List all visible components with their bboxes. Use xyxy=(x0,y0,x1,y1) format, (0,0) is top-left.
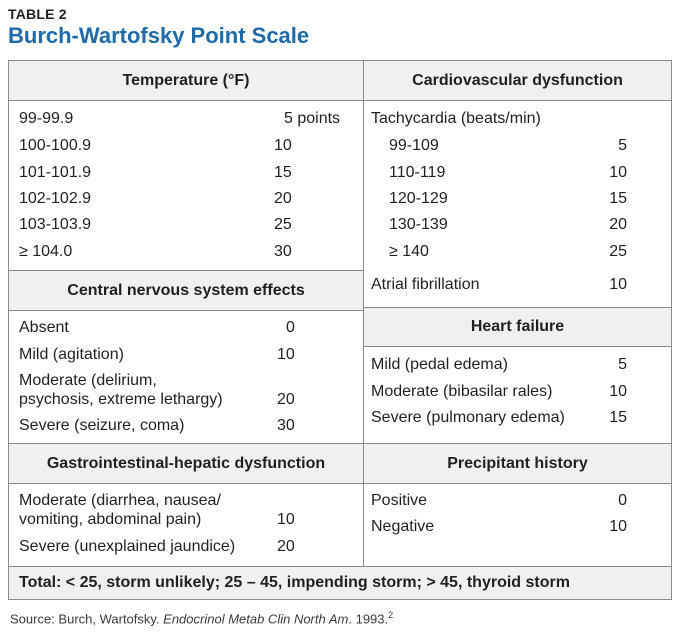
tachycardia-label: Tachycardia (beats/min) xyxy=(371,110,541,127)
cns-row-points: 0 xyxy=(286,319,295,336)
cns-row-points: 30 xyxy=(277,417,295,434)
afib-points: 10 xyxy=(609,276,627,293)
gi-header xyxy=(9,443,363,484)
source-ref: 2 xyxy=(388,610,394,620)
precipitant-row-points: 0 xyxy=(618,492,627,509)
temperature-row-points: 15 xyxy=(274,164,292,181)
source-suffix: . 1993. xyxy=(348,611,389,627)
temperature-row-label: 102-102.9 xyxy=(19,190,92,207)
heart-failure-row-label: Severe (pulmonary edema) xyxy=(371,409,565,426)
source-journal: Endocrinol Metab Clin North Am xyxy=(163,611,349,627)
scale-table xyxy=(8,60,672,600)
heart-failure-header-label: Heart failure xyxy=(470,318,565,335)
cns-row-points: 10 xyxy=(277,346,295,363)
cardio-header-label: Cardiovascular dysfunction xyxy=(412,71,623,89)
tachy-row-label: 110-119 xyxy=(389,164,446,181)
tachy-row-points: 20 xyxy=(609,216,627,233)
cns-row-label: Severe (seizure, coma) xyxy=(19,417,185,434)
table-title: Burch-Wartofsky Point Scale xyxy=(8,23,310,48)
gi-row-points: 20 xyxy=(277,538,295,555)
precipitant-header xyxy=(364,443,671,484)
heart-failure-row-label: Mild (pedal edema) xyxy=(371,356,508,373)
cns-row-label: Mild (agitation) xyxy=(19,346,124,363)
source-prefix: Source: Burch, Wartofsky. xyxy=(10,611,164,627)
cns-row-label-line2: psychosis, extreme lethargy) xyxy=(19,391,223,408)
temperature-header xyxy=(9,61,363,101)
afib-label: Atrial fibrillation xyxy=(371,276,480,293)
tachy-row-points: 5 xyxy=(618,137,627,154)
temperature-row-points: 30 xyxy=(274,243,292,260)
temperature-row-label: 100-100.9 xyxy=(19,137,92,154)
tachy-row-label: 120-129 xyxy=(389,190,448,207)
cns-header-label: Central nervous system effects xyxy=(67,281,305,299)
cardio-header xyxy=(364,61,671,101)
temperature-row-points: 5 points xyxy=(284,110,341,127)
cns-row-label-line1: Moderate (delirium, xyxy=(19,372,157,389)
temperature-row-label: 103-103.9 xyxy=(19,216,92,233)
gi-row-label-line2: vomiting, abdominal pain) xyxy=(19,511,202,528)
precipitant-row-points: 10 xyxy=(609,518,627,535)
gi-row-label-line1: Moderate (diarrhea, nausea/ xyxy=(19,492,221,509)
temperature-row-label: 99-99.9 xyxy=(19,110,74,127)
tachy-row-label: 130-139 xyxy=(389,216,448,233)
heart-failure-row-label: Moderate (bibasilar rales) xyxy=(371,383,553,400)
gi-row-label: Severe (unexplained jaundice) xyxy=(19,538,236,555)
precipitant-row-label: Negative xyxy=(371,518,435,535)
heart-failure-row-points: 5 xyxy=(618,356,627,373)
gi-row-points: 10 xyxy=(277,511,295,528)
precipitant-header-label: Precipitant history xyxy=(447,454,588,472)
cns-row-label: Absent xyxy=(19,319,69,336)
heart-failure-row-points: 10 xyxy=(609,383,627,400)
total-row xyxy=(9,566,671,599)
temperature-row-points: 25 xyxy=(274,216,292,233)
heart-failure-row-points: 15 xyxy=(609,409,627,426)
tachy-row-points: 15 xyxy=(609,190,627,207)
cns-header xyxy=(9,270,363,311)
temperature-row-points: 10 xyxy=(274,137,292,154)
temperature-row-label: ≥ 104.0 xyxy=(19,243,73,260)
gi-header-label: Gastrointestinal-hepatic dysfunction xyxy=(46,454,326,472)
tachy-row-points: 25 xyxy=(609,243,627,260)
total-text: Total: < 25, storm unlikely; 25 – 45, impending storm; > 45, thyroid storm xyxy=(19,574,570,591)
source-note xyxy=(10,610,393,626)
table-label: TABLE 2 xyxy=(8,6,67,22)
tachy-row-label: ≥ 140 xyxy=(389,243,429,260)
temperature-header-label: Temperature (°F) xyxy=(122,71,250,89)
tachy-row-points: 10 xyxy=(609,164,627,181)
precipitant-row-label: Positive xyxy=(371,492,428,509)
cns-row-points: 20 xyxy=(277,391,295,408)
tachy-row-label: 99-109 xyxy=(389,137,439,154)
temperature-row-points: 20 xyxy=(274,190,292,207)
heart-failure-header xyxy=(364,307,671,347)
temperature-row-label: 101-101.9 xyxy=(19,164,92,181)
